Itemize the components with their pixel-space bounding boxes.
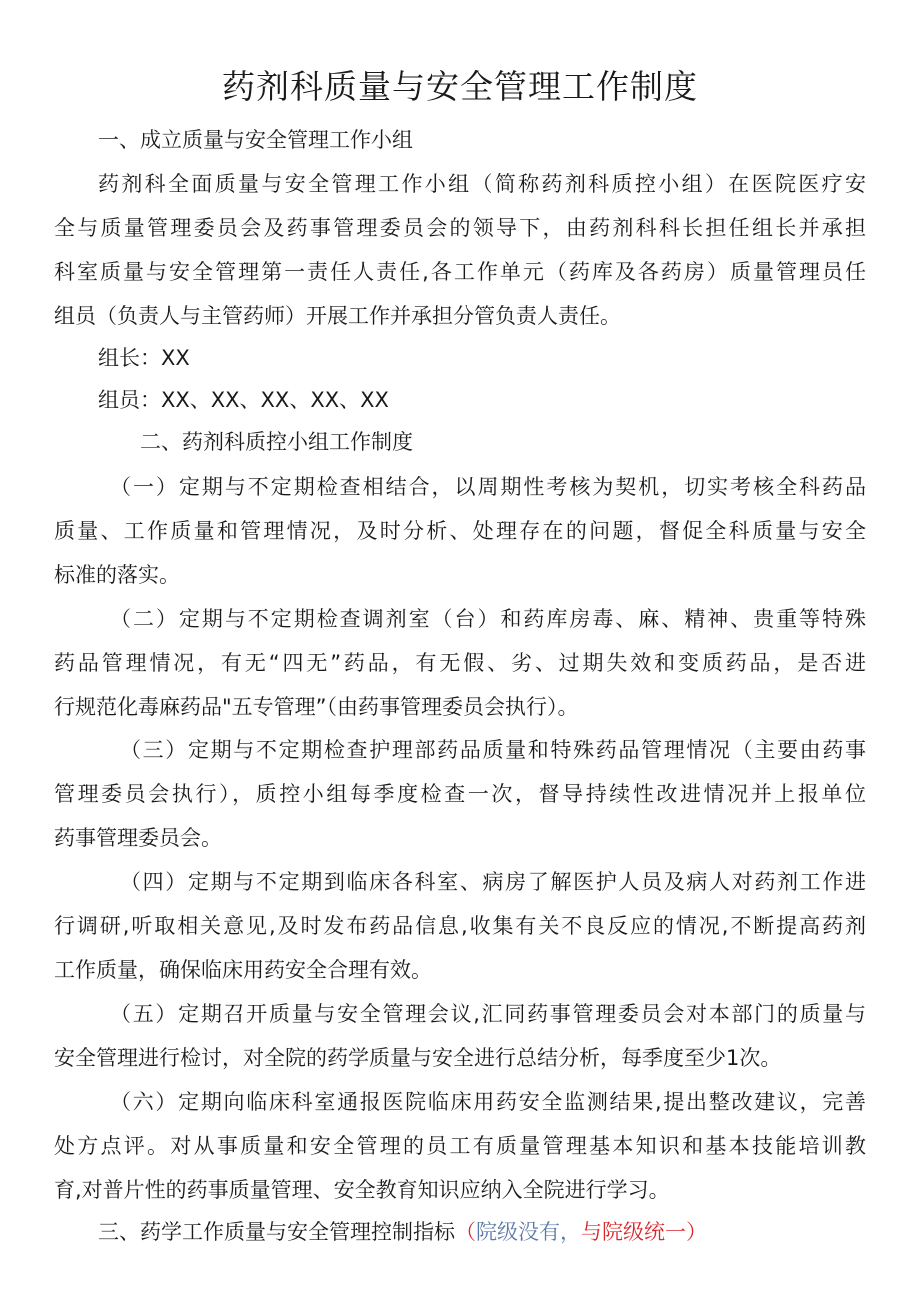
section-1-paragraph-line: 药剂科全面质量与安全管理工作小组（简称药剂科质控小组）在医院医疗安 [98, 172, 866, 196]
section-1-paragraph-line: 全与质量管理委员会及药事管理委员会的领导下，由药剂科科长担任组长并承担 [54, 216, 866, 240]
section-3-heading-line [98, 1210, 707, 1254]
section-3-note-open: （ [455, 1220, 476, 1244]
item-line: （四）定期与不定期到临床各科室、病房了解医护人员及病人对药剂工作进 [120, 870, 866, 894]
item-line: 育,对普片性的药事质量管理、安全教育知识应纳入全院进行学习。 [54, 1178, 670, 1202]
item-line: （五）定期召开质量与安全管理会议,汇同药事管理委员会对本部门的质量与 [110, 1002, 866, 1026]
section-3-heading: 三、药学工作质量与安全管理控制指标 [98, 1220, 455, 1244]
section-1-paragraph-line: 科室质量与安全管理第一责任人责任,各工作单元（药库及各药房）质量管理员任 [54, 260, 866, 284]
item-line: 标准的落实。 [54, 563, 180, 587]
item-line: （二）定期与不定期检查调剂室（台）和药库房毒、麻、精神、贵重等特殊 [110, 607, 866, 631]
item-line: （六）定期向临床科室通报医院临床用药安全监测结果,提出整改建议，完善 [110, 1090, 866, 1114]
section-1-paragraph-line: 组员（负责人与主管药师）开展工作并承担分管负责人责任。 [54, 304, 621, 328]
item-line: 药事管理委员会。 [54, 826, 222, 850]
group-leader: 组长：XX [98, 346, 190, 370]
item-line: 行规范化毒麻药品"五专管理”（由药事管理委员会执行）。 [54, 695, 579, 719]
item-line: 管理委员会执行），质控小组每季度检查一次，督导持续性改进情况并上报单位 [54, 782, 866, 806]
item-line: 工作质量，确保临床用药安全合理有效。 [54, 958, 432, 982]
document-title: 药剂科质量与安全管理工作制度 [222, 67, 698, 106]
item-line: 药品管理情况，有无“四无”药品，有无假、劣、过期失效和变质药品，是否进 [54, 651, 866, 675]
group-members: 组员：XX、XX、XX、XX、XX [98, 388, 389, 412]
item-line: 安全管理进行检讨，对全院的药学质量与安全进行总结分析，每季度至少1次。 [54, 1046, 782, 1070]
item-line: 处方点评。对从事质量和安全管理的员工有质量管理基本知识和基本技能培训教 [54, 1134, 866, 1158]
item-line: 行调研,听取相关意见,及时发布药品信息,收集有关不良反应的情况,不断提高药剂 [54, 914, 866, 938]
section-1-heading: 一、成立质量与安全管理工作小组 [98, 128, 413, 152]
item-line: （三）定期与不定期检查护理部药品质量和特殊药品管理情况（主要由药事 [120, 738, 866, 762]
item-line: 质量、工作质量和管理情况，及时分析、处理存在的问题，督促全科质量与安全 [54, 519, 866, 543]
section-2-heading: 二、药剂科质控小组工作制度 [140, 430, 413, 454]
section-3-note-blue: 院级没有， [476, 1220, 581, 1244]
item-line: （一）定期与不定期检查相结合，以周期性考核为契机，切实考核全科药品 [110, 475, 866, 499]
section-3-note-red: 与院级统一） [581, 1220, 707, 1244]
